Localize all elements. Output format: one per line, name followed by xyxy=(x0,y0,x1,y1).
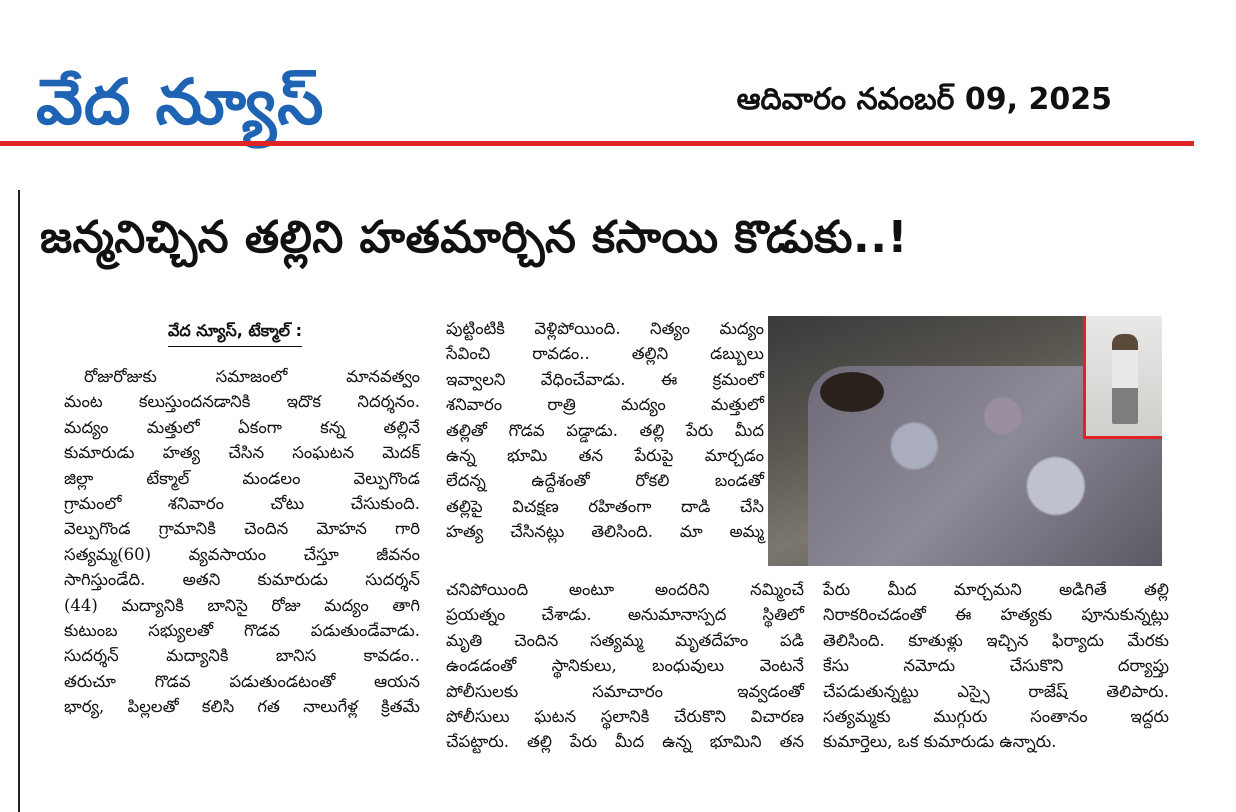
column-1-line: కుటుంబ సభ్యులతో గొడవ పడుతుండేవాడు. xyxy=(64,621,420,641)
column-2-line: తల్లితో గొడవ పడ్డాడు. తల్లి పేరు మీద xyxy=(446,420,764,440)
column-1-line: జిల్లా టేక్మాల్ మండలం వెల్పుగొండ xyxy=(64,468,420,488)
column-2-line: చేపట్టారు. తల్లి పేరు మీద ఉన్న భూమిని తన xyxy=(446,732,804,752)
column-3-line: కేసు నమోదు చేసుకొని దర్యాప్తు xyxy=(823,656,1169,676)
article-column-2-bottom xyxy=(446,577,804,755)
masthead-logo: వేద న్యూస్ xyxy=(36,65,325,139)
dateline-wrap xyxy=(168,318,302,347)
column-2-line: ఇవ్వాలని వేధించేవాడు. ఈ క్రమంలో xyxy=(446,369,764,389)
column-2-line: హత్య చేసినట్లు తెలిసింది. మా అమ్మ xyxy=(446,522,764,542)
column-1-line: మంట కలుస్తుందనడానికి ఇదొక నిదర్శనం. xyxy=(64,392,420,412)
column-3-line: నిరాకరించడంతో ఈ హత్యకు పూనుకున్నట్లు xyxy=(823,605,1169,625)
column-2-line: ఉండడంతో స్థానికులు, బంధువులు వెంటనే xyxy=(446,656,804,676)
article-dateline: వేద న్యూస్, టేక్మాల్ : xyxy=(168,318,302,347)
article-column-3 xyxy=(823,577,1169,755)
photo-inset-portrait xyxy=(1083,316,1162,439)
column-2-line: ఉన్న భూమి తన పేరుపై మార్చడం xyxy=(446,446,764,466)
column-1-line: సాగిస్తుండేది. అతని కుమారుడు సుదర్శన్ xyxy=(64,570,420,590)
column-1-line: సత్యమ్మ(60) వ్యవసాయం చేస్తూ జీవనం xyxy=(64,544,420,564)
column-3-line: సత్యమ్మకు ముగ్గురు సంతానం ఇద్దరు xyxy=(823,707,1169,727)
column-2-line: పోలీసులు ఘటన స్థలానికి చేరుకొని విచారణ xyxy=(446,707,804,727)
column-3-line: పేరు మీద మార్చమని అడిగితే తల్లి xyxy=(823,580,1169,599)
column-1-line: వెల్పుగొండ గ్రామానికి చెందిన మోహన గారి xyxy=(64,519,420,539)
column-2-line: శనివారం రాత్రి మద్యం మత్తులో xyxy=(446,395,764,415)
column-2-line: తల్లిపై విచక్షణ రహితంగా దాడి చేసి xyxy=(446,496,764,516)
photo-subject xyxy=(820,372,884,412)
column-2-line: పుట్టింటికి వెళ్లిపోయింది. నిత్యం మద్యం xyxy=(446,319,764,338)
column-1-line: (44) మద్యానికి బానిసై రోజు మద్యం తాగి xyxy=(64,595,420,615)
column-1-line: కుమారుడు హత్య చేసిన సంఘటన మెదక్ xyxy=(64,443,420,463)
column-2-line: ప్రయత్నం చేశాడు. అనుమానాస్పద స్థితిలో xyxy=(446,605,804,625)
issue-date: ఆదివారం నవంబర్ 09, 2025 xyxy=(736,82,1112,117)
column-1-line: సుదర్శన్ మద్యానికి బానిస కావడం.. xyxy=(64,646,420,666)
column-3-line: కుమార్తెలు, ఒక కుమారుడు ఉన్నారు. xyxy=(823,732,1057,752)
masthead-divider xyxy=(0,141,1194,146)
column-2-line: మృతి చెందిన సత్యమ్మ మృతదేహం పడి xyxy=(446,630,804,650)
article-column-1 xyxy=(64,364,420,720)
column-2-line: లేదన్న ఉద్దేశంతో రోకలి బండతో xyxy=(446,471,764,491)
left-margin-rule xyxy=(18,190,20,812)
column-1-line: గ్రామంలో శనివారం చోటు చేసుకుంది. xyxy=(64,494,420,514)
column-3-line: చేపడుతున్నట్టు ఎస్సై రాజేష్ తెలిపారు. xyxy=(823,681,1169,701)
column-1-line: మద్యం మత్తులో ఏకంగా కన్న తల్లినే xyxy=(64,417,420,437)
column-2-line: చనిపోయింది అంటూ అందరిని నమ్మించే xyxy=(446,580,804,599)
article-column-2-top xyxy=(446,316,764,545)
column-1-line: భార్య, పిల్లలతో కలిసి గత నాలుగేళ్ల క్రితమే xyxy=(64,697,420,717)
article-headline: జన్మనిచ్చిన తల్లిని హతమార్చిన కసాయి కొడుకు..! xyxy=(40,212,908,263)
inset-person-figure xyxy=(1112,334,1138,424)
column-2-line: పోలీసులకు సమాచారం ఇవ్వడంతో xyxy=(446,681,804,701)
column-3-line: తెలిసింది. కూతుళ్లు ఇచ్చిన ఫిర్యాదు మేరకు xyxy=(823,630,1169,650)
column-1-line: తరుచూ గొడవ పడుతుండటంతో ఆయన xyxy=(64,671,420,691)
column-2-line: సేవించి రావడం.. తల్లిని డబ్బులు xyxy=(446,344,764,364)
column-1-line: రోజురోజుకు సమాజంలో మానవత్వం xyxy=(84,367,420,386)
article-photo xyxy=(768,316,1162,566)
